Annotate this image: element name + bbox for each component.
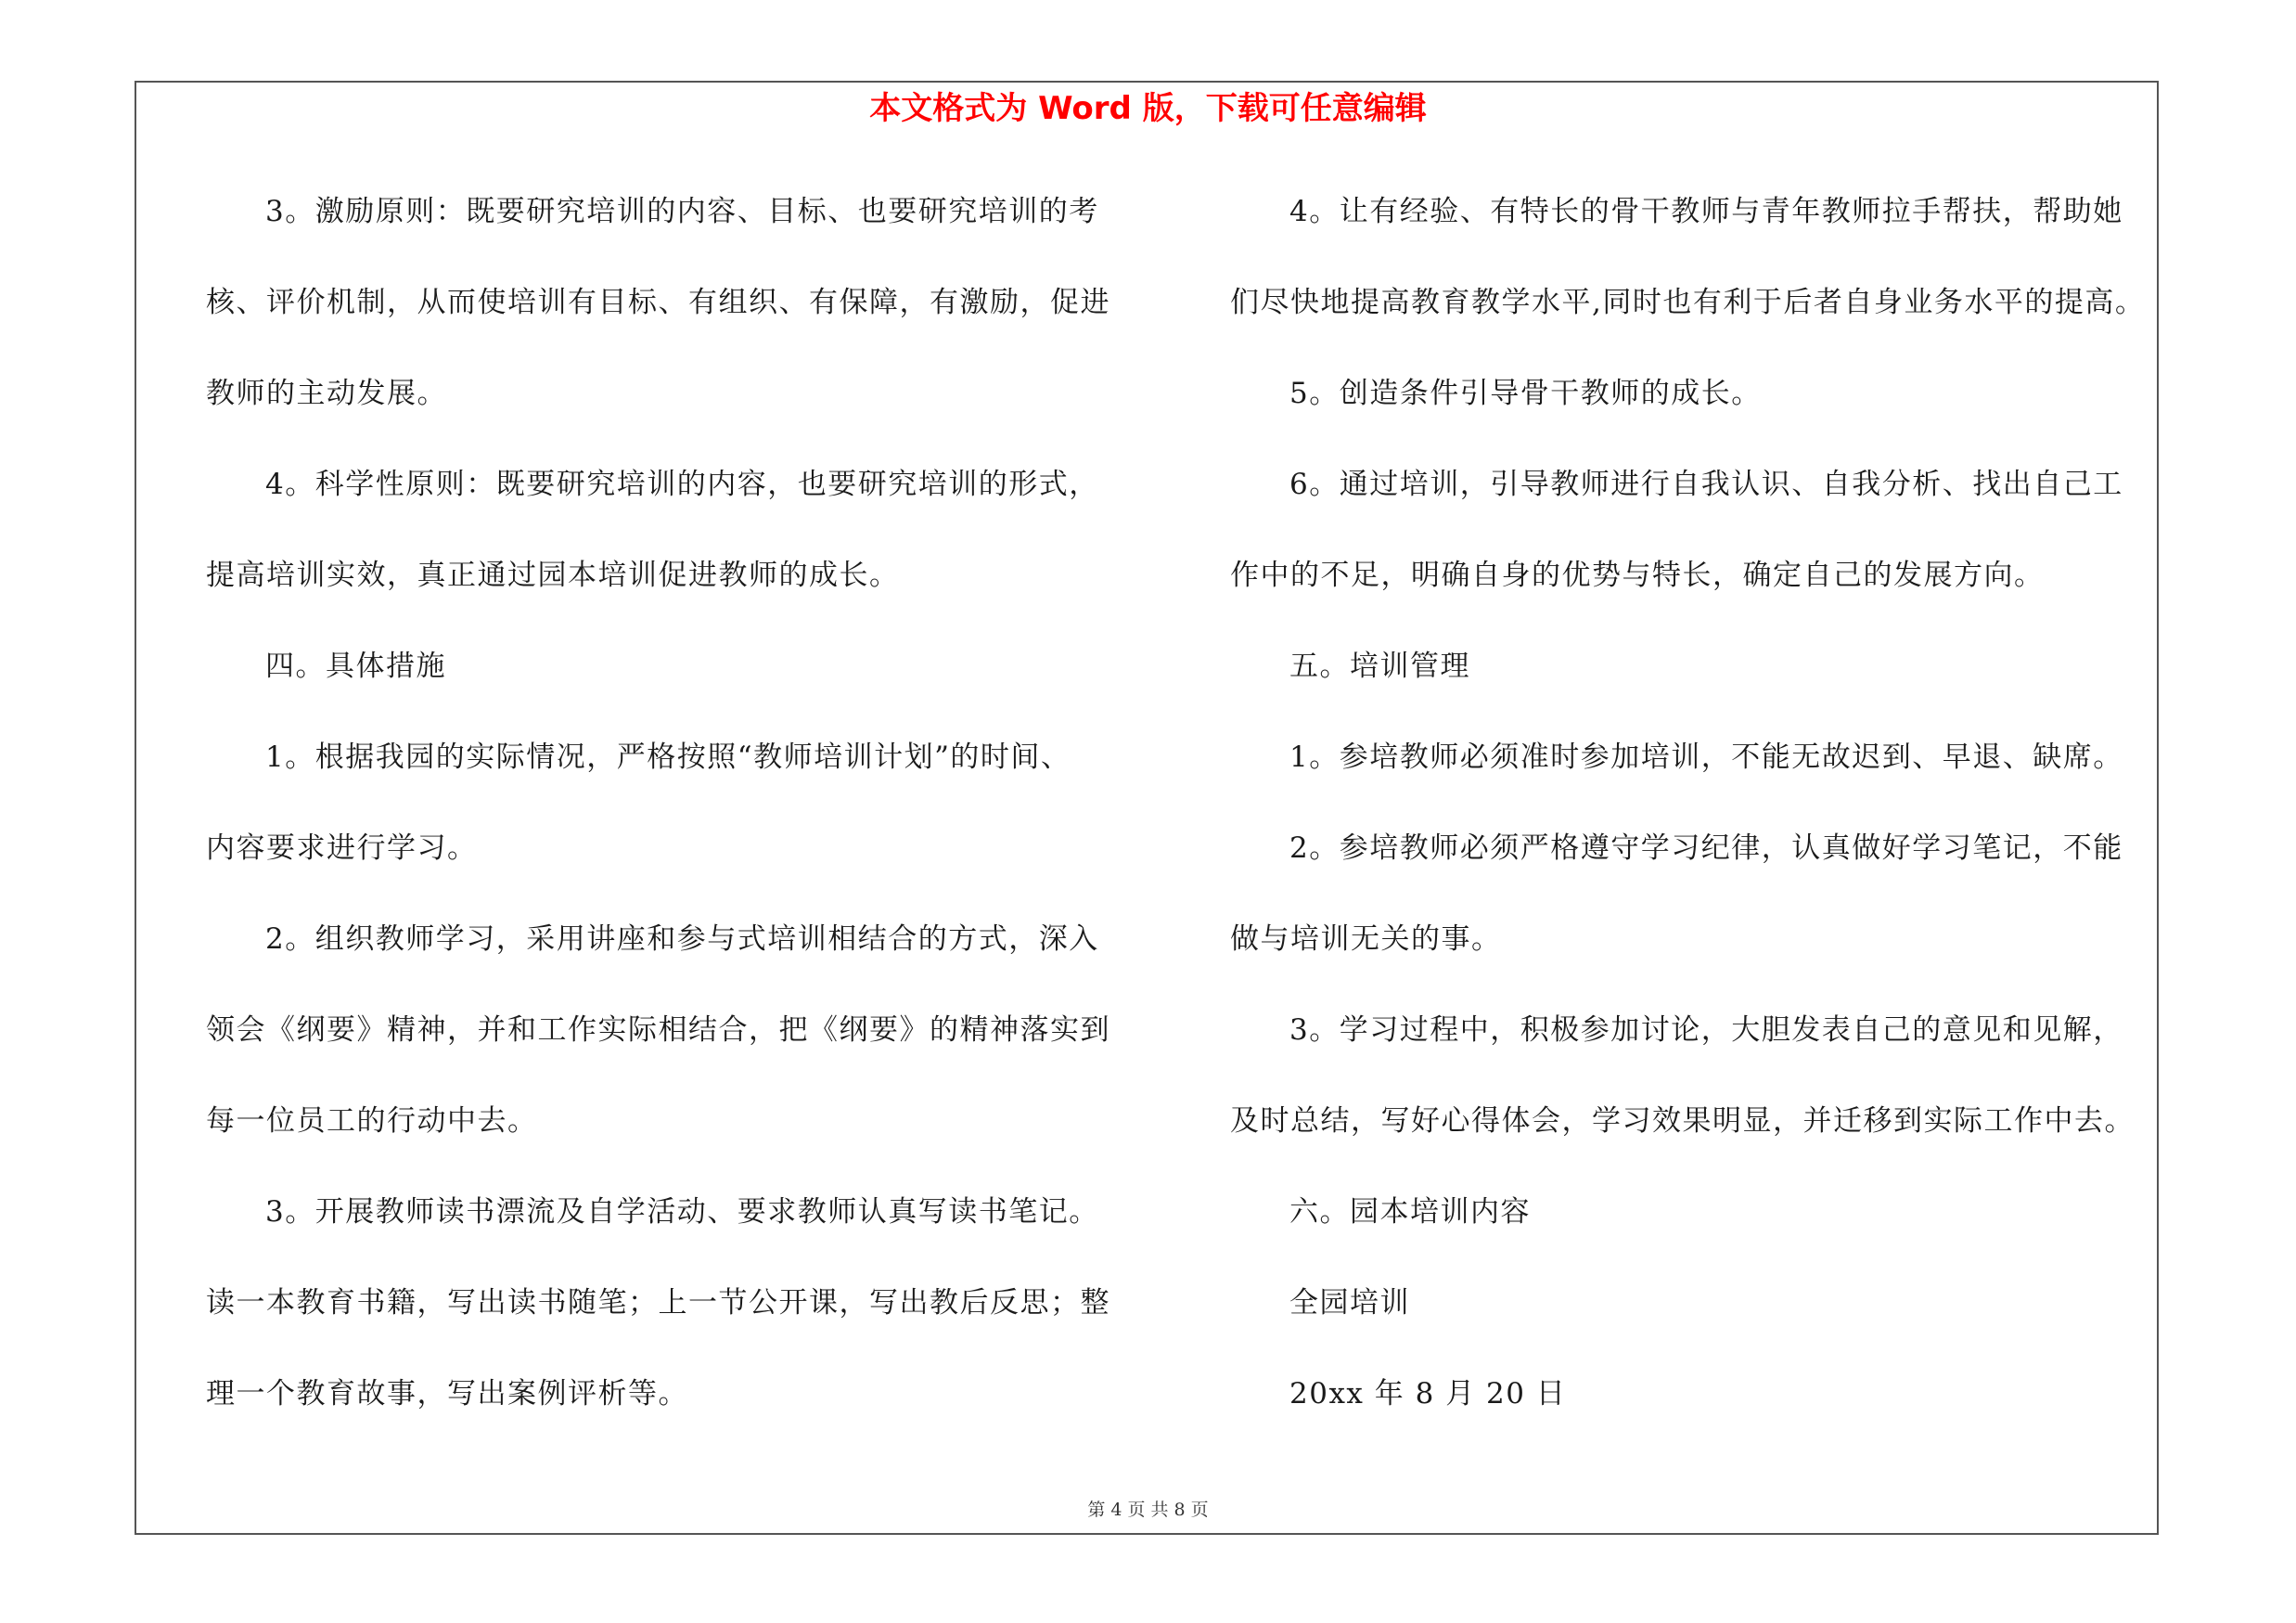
- page-number: 第 4 页 共 8 页: [1087, 1500, 1209, 1520]
- text-line: 提高培训实效，真正通过园本培训促进教师的成长。: [206, 559, 900, 592]
- text-line: 作中的不足，明确自身的优势与特长，确定自己的发展方向。: [1230, 559, 2045, 592]
- text-line: 5。创造条件引导骨干教师的成长。: [1289, 377, 1762, 410]
- text-line: 3。学习过程中，积极参加讨论，大胆发表自己的意见和见解，: [1289, 1013, 2123, 1047]
- format-banner: 本文格式为 Word 版，下载可任意编辑: [869, 90, 1427, 127]
- text-line: 们尽快地提高教育教学水平,同时也有利于后者自身业务水平的提高。: [1230, 286, 2146, 319]
- text-line: 每一位员工的行动中去。: [206, 1104, 538, 1138]
- text-line: 领会《纲要》精神，并和工作实际相结合，把《纲要》的精神落实到: [206, 1013, 1110, 1047]
- text-line: 及时总结，写好心得体会，学习效果明显，并迁移到实际工作中去。: [1230, 1104, 2135, 1138]
- text-line: 教师的主动发展。: [206, 377, 447, 410]
- text-line: 2。组织教师学习，采用讲座和参与式培训相结合的方式，深入: [265, 922, 1099, 956]
- right-column: [1230, 184, 2158, 1457]
- text-line: 五。培训管理: [1289, 650, 1470, 683]
- text-line: 3。激励原则：既要研究培训的内容、目标、也要研究培训的考: [265, 195, 1099, 228]
- text-line: 读一本教育书籍，写出读书随笔；上一节公开课，写出教后反思；整: [206, 1286, 1110, 1320]
- text-line: 2。参培教师必须严格遵守学习纪律，认真做好学习笔记，不能: [1289, 831, 2123, 865]
- text-line: 1。参培教师必须准时参加培训，不能无故迟到、早退、缺席。: [1289, 741, 2123, 774]
- text-line: 理一个教育故事，写出案例评析等。: [206, 1377, 688, 1410]
- text-line: 内容要求进行学习。: [206, 831, 478, 865]
- text-line: 4。让有经验、有特长的骨干教师与青年教师拉手帮扶，帮助她: [1289, 195, 2123, 228]
- text-line: 六。园本培训内容: [1289, 1195, 1531, 1229]
- text-line: 20xx 年 8 月 20 日: [1289, 1377, 1567, 1410]
- text-line: 核、评价机制，从而使培训有目标、有组织、有保障，有激励，促进: [206, 286, 1110, 319]
- text-line: 做与培训无关的事。: [1230, 922, 1502, 956]
- text-line: 4。科学性原则：既要研究培训的内容，也要研究培训的形式，: [265, 468, 1099, 501]
- text-line: 四。具体措施: [265, 650, 446, 683]
- text-line: 全园培训: [1289, 1286, 1410, 1320]
- left-column: [206, 184, 1134, 1457]
- text-line: 3。开展教师读书漂流及自学活动、要求教师认真写读书笔记。: [265, 1195, 1099, 1229]
- text-line: 6。通过培训，引导教师进行自我认识、自我分析、找出自己工: [1289, 468, 2123, 501]
- text-line: 1。根据我园的实际情况，严格按照“教师培训计划”的时间、: [265, 741, 1071, 774]
